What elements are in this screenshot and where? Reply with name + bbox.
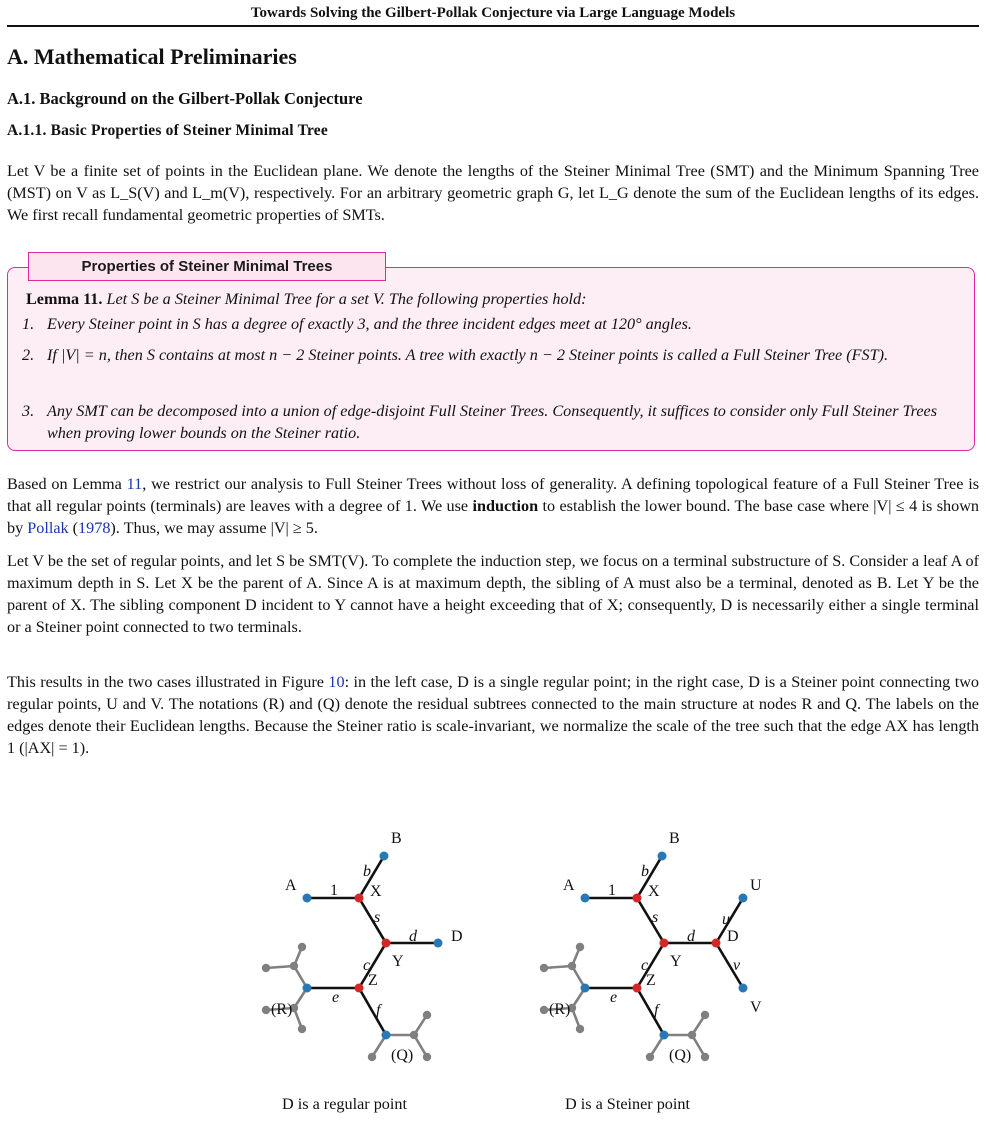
node-label-v: V bbox=[750, 999, 762, 1016]
right-edge-labels bbox=[608, 863, 741, 1019]
properties-box-title: Properties of Steiner Minimal Trees bbox=[28, 252, 386, 281]
node-label-a: A bbox=[285, 877, 297, 894]
node-label-x: X bbox=[648, 883, 660, 900]
lemma-item-number: 3. bbox=[22, 402, 35, 420]
edge-label-s: s bbox=[374, 909, 381, 926]
figure-ref-link[interactable]: 10 bbox=[328, 673, 345, 691]
edge-label-f: f bbox=[654, 1002, 659, 1019]
node-label-a: A bbox=[563, 877, 575, 894]
edge-label-s: s bbox=[652, 909, 659, 926]
lemma-item-2 bbox=[22, 344, 964, 366]
lemma-ref-link[interactable]: 11 bbox=[126, 475, 143, 493]
node-label-x: X bbox=[370, 883, 382, 900]
edge-label-u: u bbox=[722, 911, 730, 928]
node-label-y: Y bbox=[392, 953, 404, 970]
node-label-z: Z bbox=[368, 972, 378, 989]
edge-label-e: e bbox=[610, 989, 618, 1006]
node-label-z: Z bbox=[646, 972, 656, 989]
node-label-d: D bbox=[451, 928, 463, 945]
text-run: This results in the two cases illustrated in Figure bbox=[7, 673, 329, 691]
left-tree bbox=[262, 830, 463, 1064]
induction-keyword: induction bbox=[472, 497, 539, 515]
text-run: Based on Lemma bbox=[7, 475, 127, 493]
lemma-item-text: If |V| = n, then S contains at most n − 2 Steiner points. A tree with exactly n − 2 Steiner points is called a Full Steiner Tree (FST). bbox=[47, 346, 889, 364]
edge-label-b: b bbox=[641, 863, 649, 880]
edge-label-1: 1 bbox=[330, 882, 338, 899]
body-paragraph-induction bbox=[7, 473, 979, 539]
edge-label-d: d bbox=[409, 928, 417, 945]
lemma-item-text: Every Steiner point in S has a degree of exactly 3, and the three incident edges meet at 120° angles. bbox=[47, 315, 692, 333]
lemma-text: Let S be a Steiner Minimal Tree for a set V. The following properties hold: bbox=[106, 290, 587, 308]
text-run: to establish the lower bound. The base case where |V| ≤ 4 is shown by bbox=[7, 497, 979, 537]
text-run: : in the left case, D is a single regular point; in the right case, D is a Steiner point connecting two regular points, U and V. The notations (R) and (Q) denote the residual subtrees connected to the main structure at nodes R and Q. The labels on the edges denote their Euclidean lengths. Because the Steiner ratio is scale-invariant, we normalize the scale of the tree such that the edge AX has length 1 (|AX| = 1). bbox=[7, 673, 979, 757]
body-paragraph-structure: Let V be the set of regular points, and let S be SMT(V). To complete the induction step, we focus on a terminal substructure of S. Consider a leaf A of maximum depth in S. Let X be the parent of A. Since A is at maximum depth, the sibling of A must also be a terminal, denoted as B. Let Y be the parent of X. The sibling component D incident to Y cannot have a height exceeding that of X; consequently, D is necessarily either a single terminal or a Steiner point connected to two terminals. bbox=[7, 552, 979, 636]
edge-label-1: 1 bbox=[608, 882, 616, 899]
right-caption: D is a Steiner point bbox=[565, 1095, 690, 1113]
subsubsection-title: A.1.1. Basic Properties of Steiner Minimal Tree bbox=[7, 122, 328, 139]
edge-label-d: d bbox=[687, 928, 695, 945]
running-header: Towards Solving the Gilbert-Pollak Conjecture via Large Language Models bbox=[250, 5, 736, 21]
edge-label-e: e bbox=[332, 989, 340, 1006]
figure-svg bbox=[0, 810, 986, 1110]
text-run: , we restrict our analysis to Full Steiner Trees without loss of generality. A defining topological feature of a Full Steiner Tree is that all regular points (terminals) are leaves with a degree of 1. We use bbox=[7, 475, 979, 515]
edge-label-c: c bbox=[363, 957, 371, 974]
node-label-r: (R) bbox=[549, 1001, 571, 1018]
edge-label-f: f bbox=[376, 1002, 381, 1019]
lemma-item-3 bbox=[22, 400, 964, 444]
lemma-label: Lemma 11. bbox=[26, 290, 103, 308]
citation-year-link[interactable]: 1978 bbox=[78, 519, 111, 537]
subsection-title: A.1. Background on the Gilbert-Pollak Conjecture bbox=[7, 89, 363, 108]
edge-label-v: v bbox=[733, 957, 741, 974]
header-rule bbox=[7, 25, 979, 27]
edge-label-c: c bbox=[641, 957, 649, 974]
section-title: A. Mathematical Preliminaries bbox=[7, 44, 297, 69]
body-paragraph-cases bbox=[7, 671, 979, 759]
text-run: ( bbox=[68, 519, 79, 537]
text-run: ). Thus, we may assume |V| ≥ 5. bbox=[110, 519, 318, 537]
lemma-item-1 bbox=[22, 313, 964, 335]
node-label-d: D bbox=[727, 928, 739, 945]
node-label-u: U bbox=[750, 877, 762, 894]
lemma-item-text: Any SMT can be decomposed into a union of edge-disjoint Full Steiner Trees. Consequently, it suffices to consider only Full Steiner Trees when proving lower bounds on the Steiner ratio. bbox=[47, 402, 938, 442]
node-label-q: (Q) bbox=[391, 1047, 414, 1064]
node-label-q: (Q) bbox=[669, 1047, 692, 1064]
node-label-b: B bbox=[669, 830, 680, 847]
right-tree bbox=[540, 830, 762, 1064]
intro-paragraph: Let V be a finite set of points in the Euclidean plane. We denote the lengths of the Steiner Minimal Tree (SMT) and the Minimum Spanning Tree (MST) on V as L_S(V) and L_m(V), respectively. For an arbitrary geometric graph G, let L_G denote the sum of the Euclidean lengths of its edges. We first recall fundamental geometric properties of SMTs. bbox=[7, 162, 979, 224]
node-label-y: Y bbox=[670, 953, 682, 970]
node-label-r: (R) bbox=[271, 1001, 293, 1018]
figure-10 bbox=[0, 810, 986, 1113]
lemma-item-number: 1. bbox=[22, 315, 35, 333]
citation-name-link[interactable]: Pollak bbox=[27, 519, 69, 537]
node-label-b: B bbox=[391, 830, 402, 847]
left-caption: D is a regular point bbox=[282, 1095, 407, 1113]
lemma-item-number: 2. bbox=[22, 346, 35, 364]
edge-label-b: b bbox=[363, 863, 371, 880]
lemma-statement bbox=[26, 290, 587, 309]
